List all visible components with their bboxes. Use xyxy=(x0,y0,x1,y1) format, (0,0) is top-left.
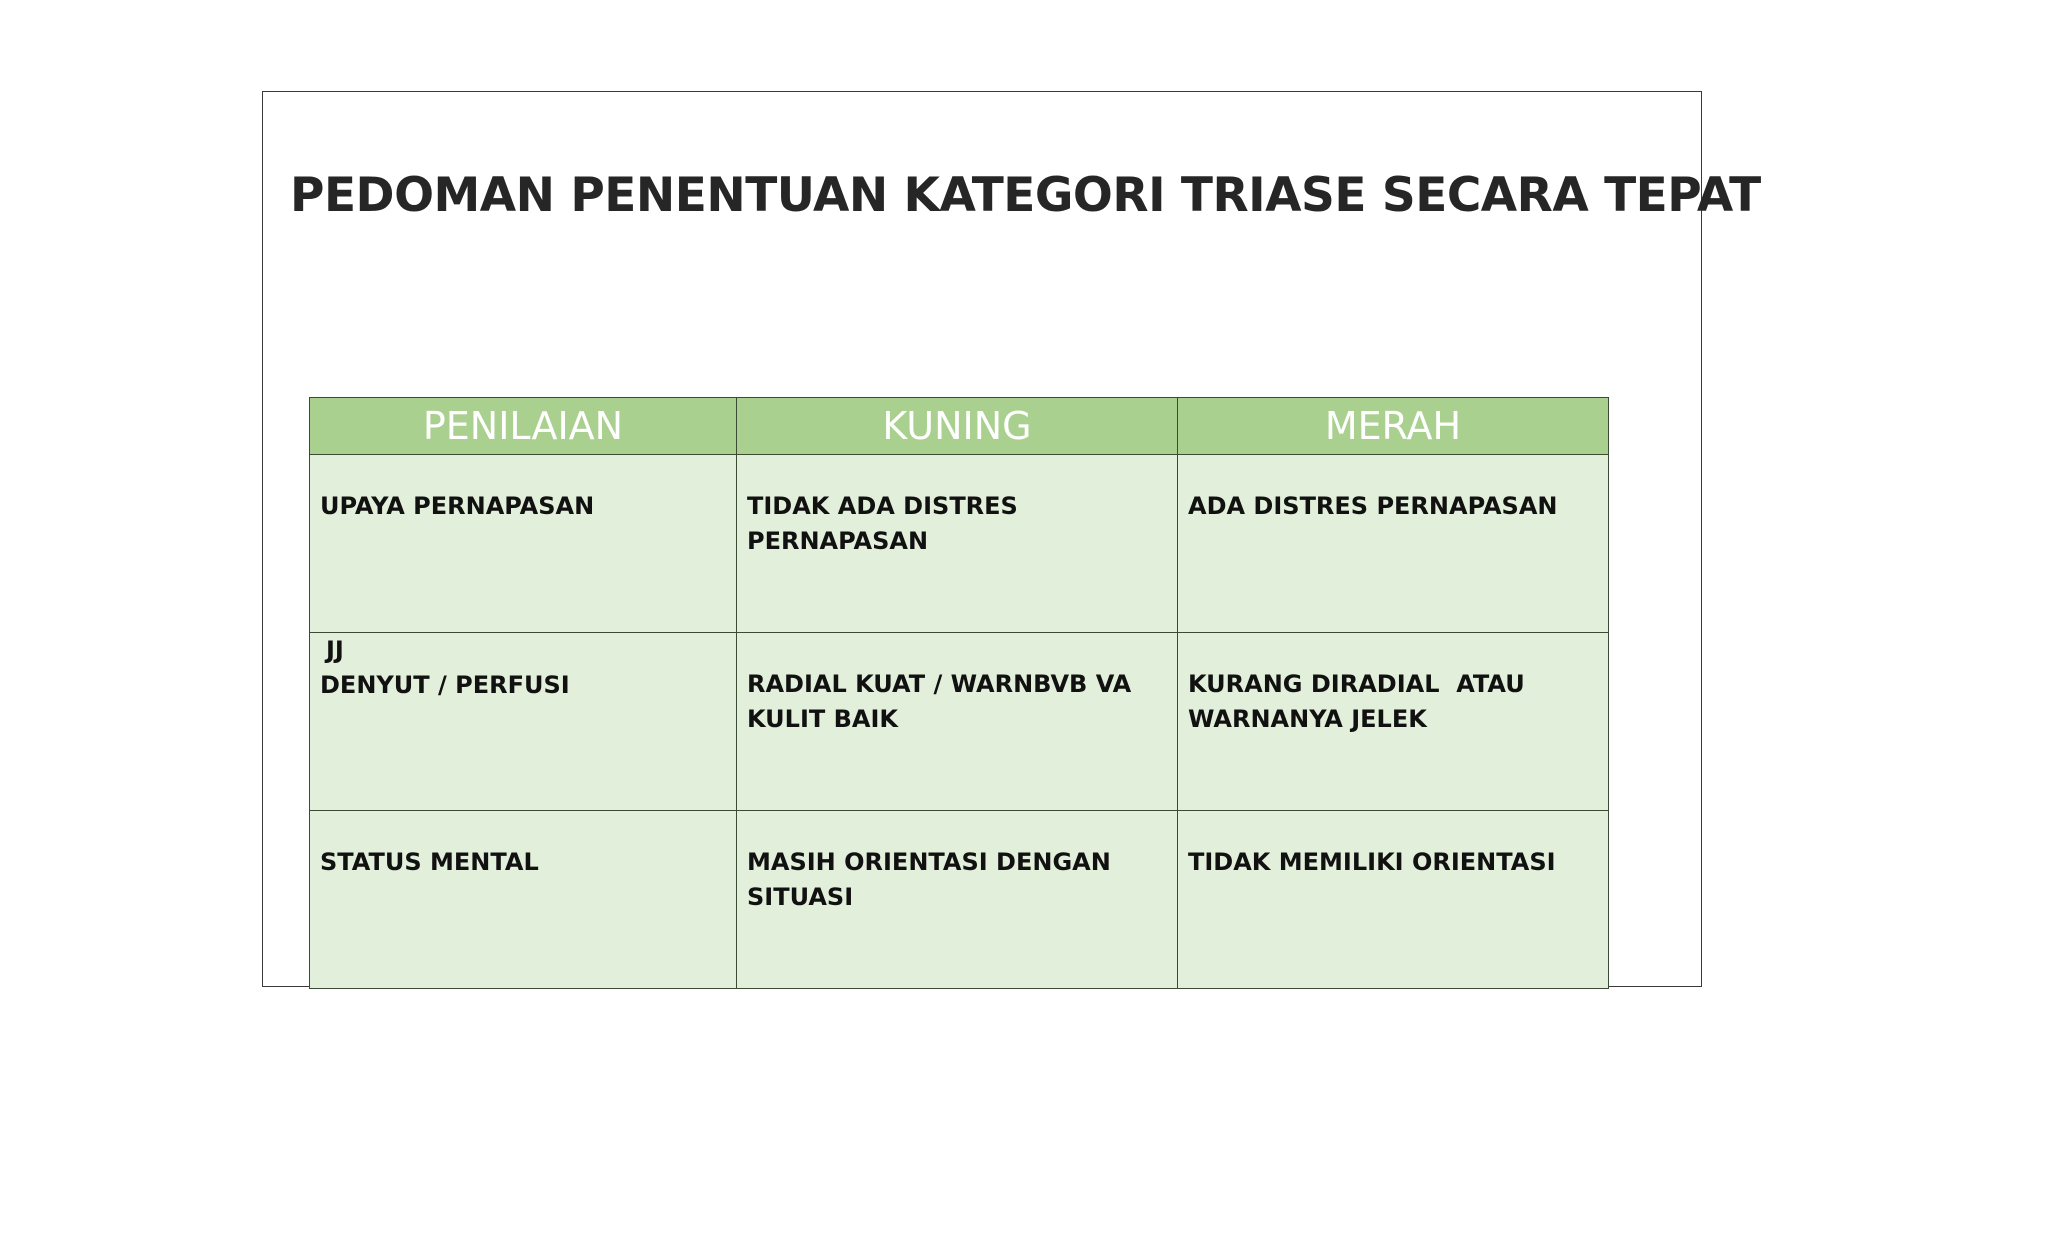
cell-kuning xyxy=(737,633,1178,811)
cell-penilaian xyxy=(310,455,737,633)
table-row xyxy=(310,633,1609,811)
cell-note: JJ xyxy=(326,636,344,664)
cell-text: MASIH ORIENTASI DENGAN xyxy=(747,848,1111,876)
cell-kuning xyxy=(737,455,1178,633)
cell-merah xyxy=(1178,811,1609,989)
cell-penilaian xyxy=(310,811,737,989)
cell-text: ADA DISTRES PERNAPASAN xyxy=(1188,492,1558,520)
triage-table xyxy=(309,397,1609,989)
cell-merah xyxy=(1178,633,1609,811)
cell-text: STATUS MENTAL xyxy=(320,848,539,876)
cell-text: DENYUT / PERFUSI xyxy=(320,671,570,699)
header-penilaian: PENILAIAN xyxy=(310,398,737,455)
cell-text: TIDAK ADA DISTRES PERNAPASAN xyxy=(747,492,1018,555)
table-row xyxy=(310,811,1609,989)
cell-text: UPAYA PERNAPASAN xyxy=(320,492,595,520)
header-kuning: KUNING xyxy=(737,398,1178,455)
table-row xyxy=(310,455,1609,633)
cell-text: TIDAK MEMILIKI ORIENTASI xyxy=(1188,848,1556,876)
cell-text: KULIT BAIK xyxy=(747,705,899,733)
page-title: PEDOMAN PENENTUAN KATEGORI TRIASE SECARA TEPAT xyxy=(290,168,1761,223)
table-header-row xyxy=(310,398,1609,455)
header-merah: MERAH xyxy=(1178,398,1609,455)
cell-merah xyxy=(1178,455,1609,633)
cell-text: RADIAL KUAT / WARNBVB VA xyxy=(747,670,1132,698)
cell-text: SITUASI xyxy=(747,883,854,911)
cell-penilaian xyxy=(310,633,737,811)
cell-kuning xyxy=(737,811,1178,989)
cell-text: KURANG DIRADIAL ATAU xyxy=(1188,670,1525,698)
cell-text: WARNANYA JELEK xyxy=(1188,705,1427,733)
